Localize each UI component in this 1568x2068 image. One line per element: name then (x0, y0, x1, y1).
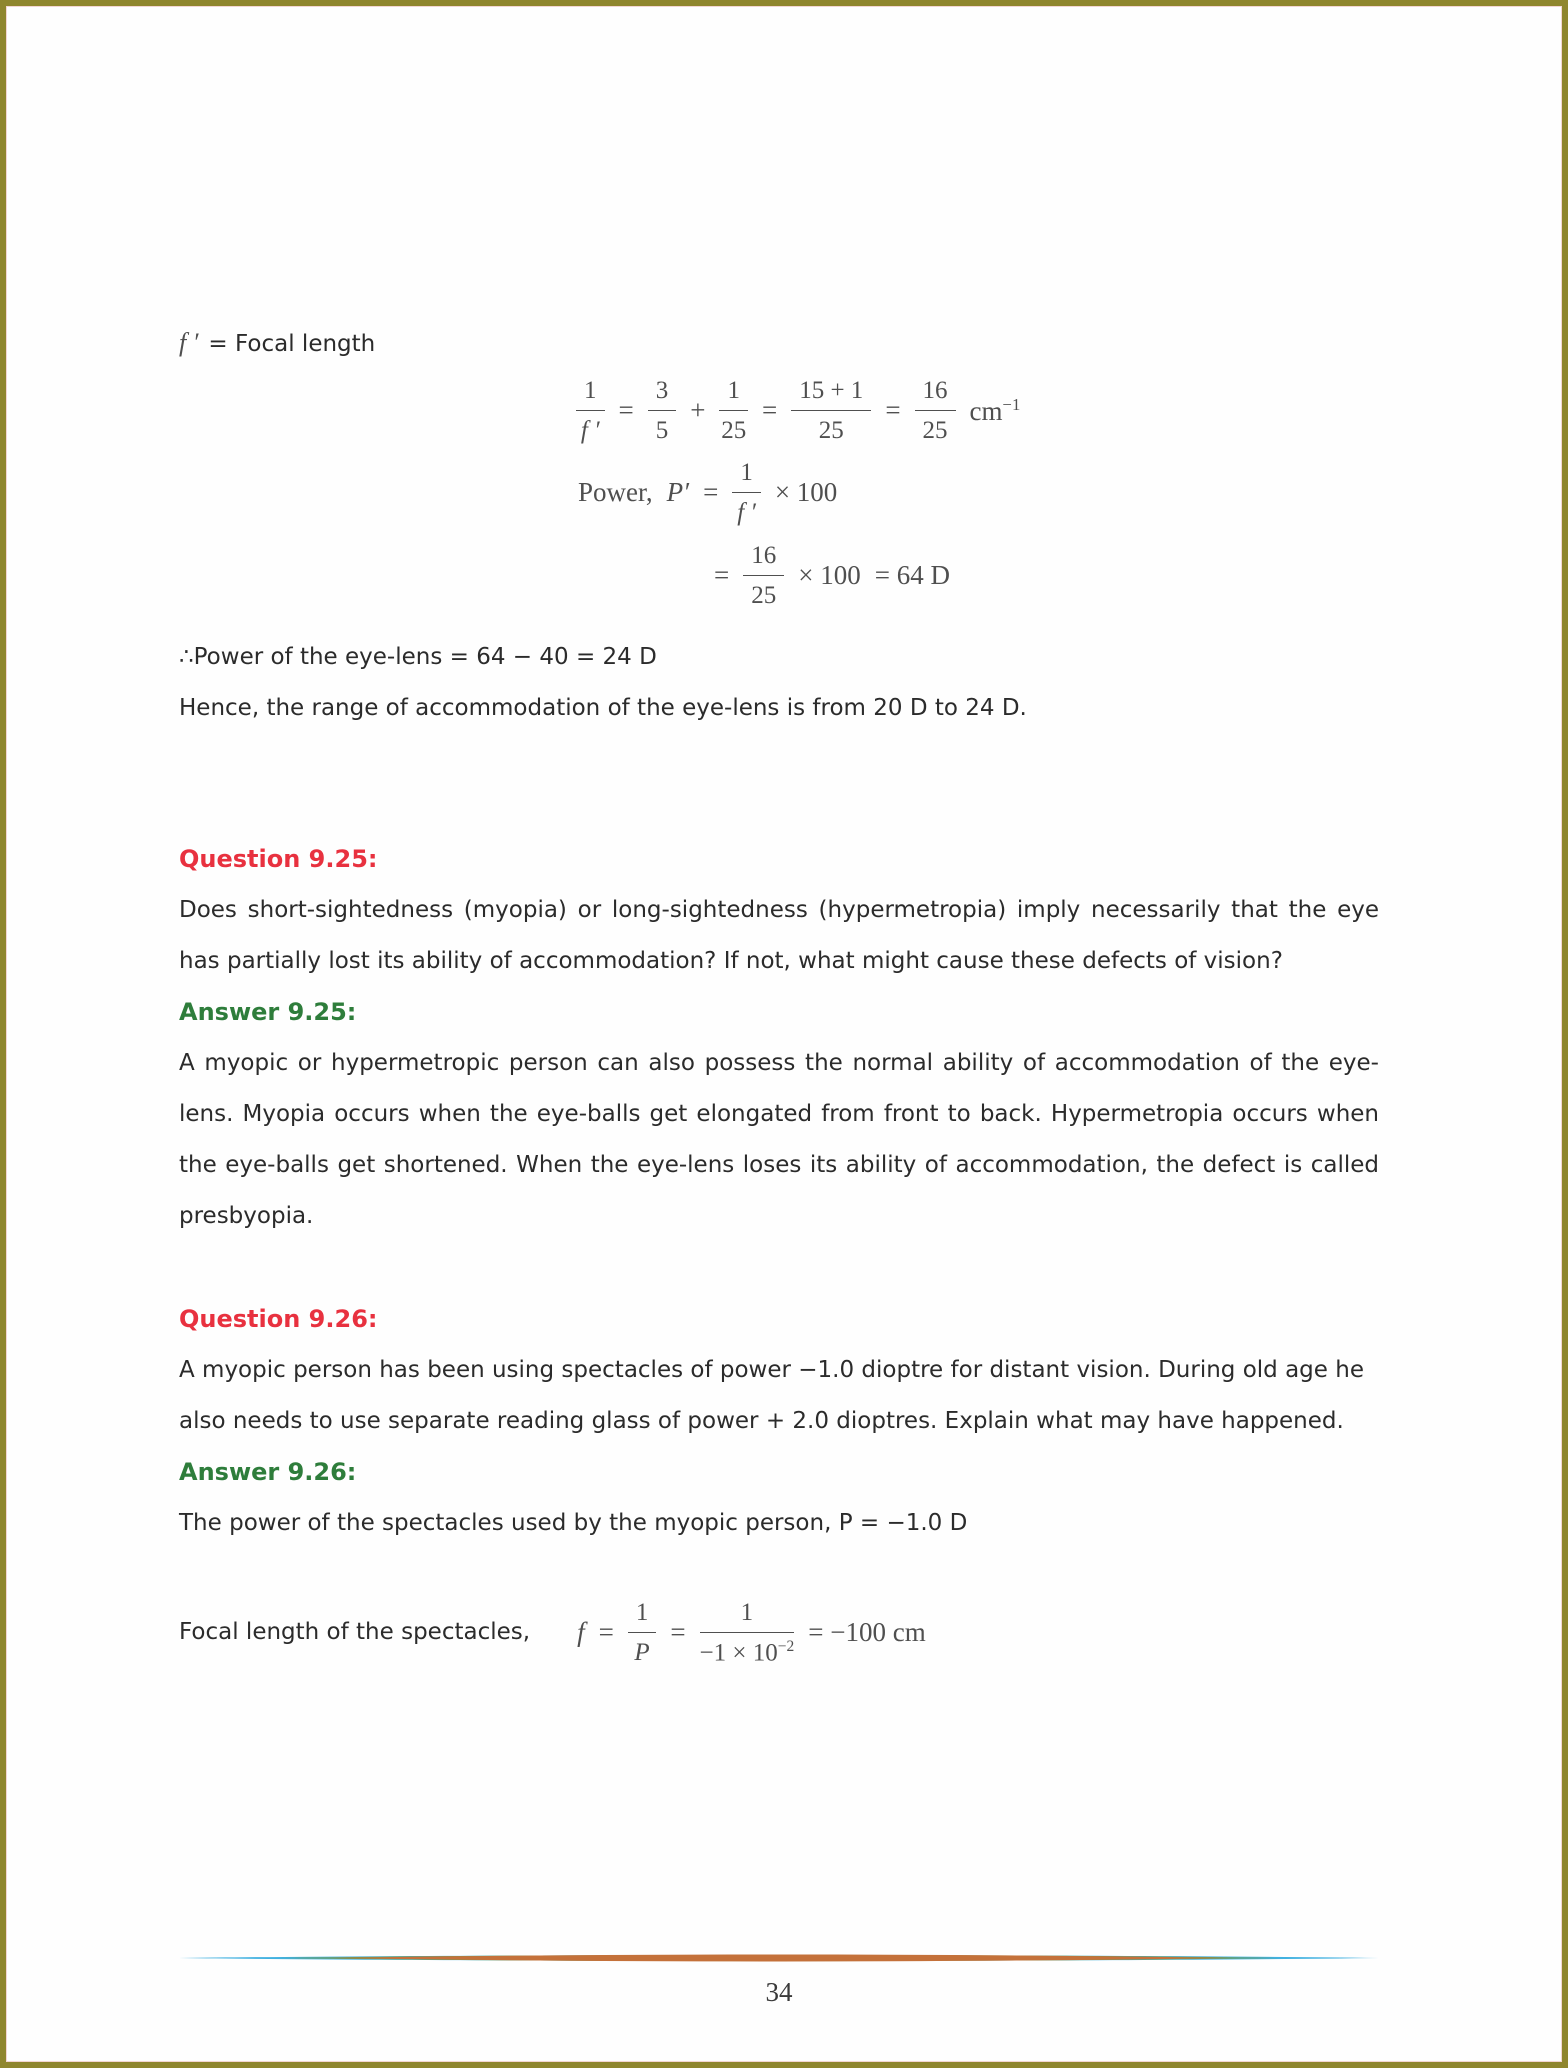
unit-cm-inverse: $cm^{-1}$ (969, 394, 1021, 426)
fraction-15-plus-1-over-25: $\frac{15 + 1}{25}$ (791, 375, 871, 447)
decorative-divider (179, 1953, 1379, 1963)
answer-9-25-text: A myopic or hypermetropic person can also possess the normal ability of accommodation of the eye-lens. Myopia occurs when the eye-balls get elongated from front to back. Hypermetropia occurs when the eye-balls get shortened. When the eye-lens loses its ability of accommodation, the defect is called presbyopia. (179, 1049, 1379, 1229)
fraction-1-over-f-prime: $\frac{1}{f '}$ (732, 457, 761, 529)
fraction-1-over-p: $\frac{1}{P}$ (628, 1597, 657, 1669)
page-content (179, 326, 1379, 1668)
fraction-16-over-25: $\frac{16}{25}$ (743, 540, 784, 612)
power-of-eye-lens-result: ∴Power of the eye-lens = 64 − 40 = 24 D (179, 643, 657, 670)
question-9-25-heading: Question 9.25: (179, 844, 378, 873)
equation-power-result: = $\frac{16}{25}$ × 100 = 64 D (707, 540, 1379, 612)
question-9-26-heading: Question 9.26: (179, 1304, 378, 1333)
p-prime-variable: P′ (666, 476, 690, 507)
fraction-1-over-25: $\frac{1}{25}$ (721, 377, 747, 445)
question-9-25-text: Does short-sightedness (myopia) or long-sightedness (hypermetropia) imply necessarily that the eye has partially lost its ability of accommodation? If not, what might cause these defects of vision? (179, 896, 1379, 974)
fraction-1-over-f-prime: $\frac{1}{f '}$ (576, 375, 605, 447)
accommodation-range-conclusion: Hence, the range of accommodation of the eye-lens is from 20 D to 24 D. (179, 694, 1027, 721)
fraction-1-over-minus-1e-2: $\frac{1}{-1 \times 10^{-2}}$ (699, 1598, 795, 1667)
answer-9-26-text: The power of the spectacles used by the myopic person, P = −1.0 D (179, 1509, 968, 1536)
focal-length-spectacles-label: Focal length of the spectacles, (179, 1619, 531, 1646)
question-9-26-text: A myopic person has been using spectacles of power −1.0 dioptre for distant vision. During old age he also needs to use separate reading glass of power + 2.0 dioptres. Explain what may have happened. (179, 1356, 1364, 1434)
equation-inverse-focal-length: $\frac{1}{f '}$ = $\frac{3}{5}$ + $\frac{1}{25}$ = $\frac{15 + 1}{25}$ = $\frac{16}{25}$ $cm^{-1}$ (569, 375, 1379, 447)
f-prime-variable: f ′ (179, 328, 199, 357)
equation-power-definition: Power, P′ = $\frac{1}{f '}$ × 100 (571, 457, 1379, 529)
focal-length-definition (179, 326, 1379, 361)
equation-spectacles-focal-length: f = $\frac{1}{P}$ = $\frac{1}{-1 \times 10^{-2}}$ = −100 cm (570, 1597, 933, 1669)
f-variable: f (577, 1616, 585, 1647)
answer-9-26-heading: Answer 9.26: (179, 1457, 357, 1486)
focal-length-spectacles-line (179, 1597, 1379, 1669)
page-footer (179, 1953, 1379, 2008)
focal-length-definition-text: = Focal length (208, 331, 376, 357)
fraction-16-over-25: $\frac{16}{25}$ (915, 375, 956, 447)
page-number: 34 (765, 1977, 793, 2007)
answer-9-25-heading: Answer 9.25: (179, 997, 357, 1026)
fraction-3-over-5: $\frac{3}{5}$ (648, 375, 677, 447)
